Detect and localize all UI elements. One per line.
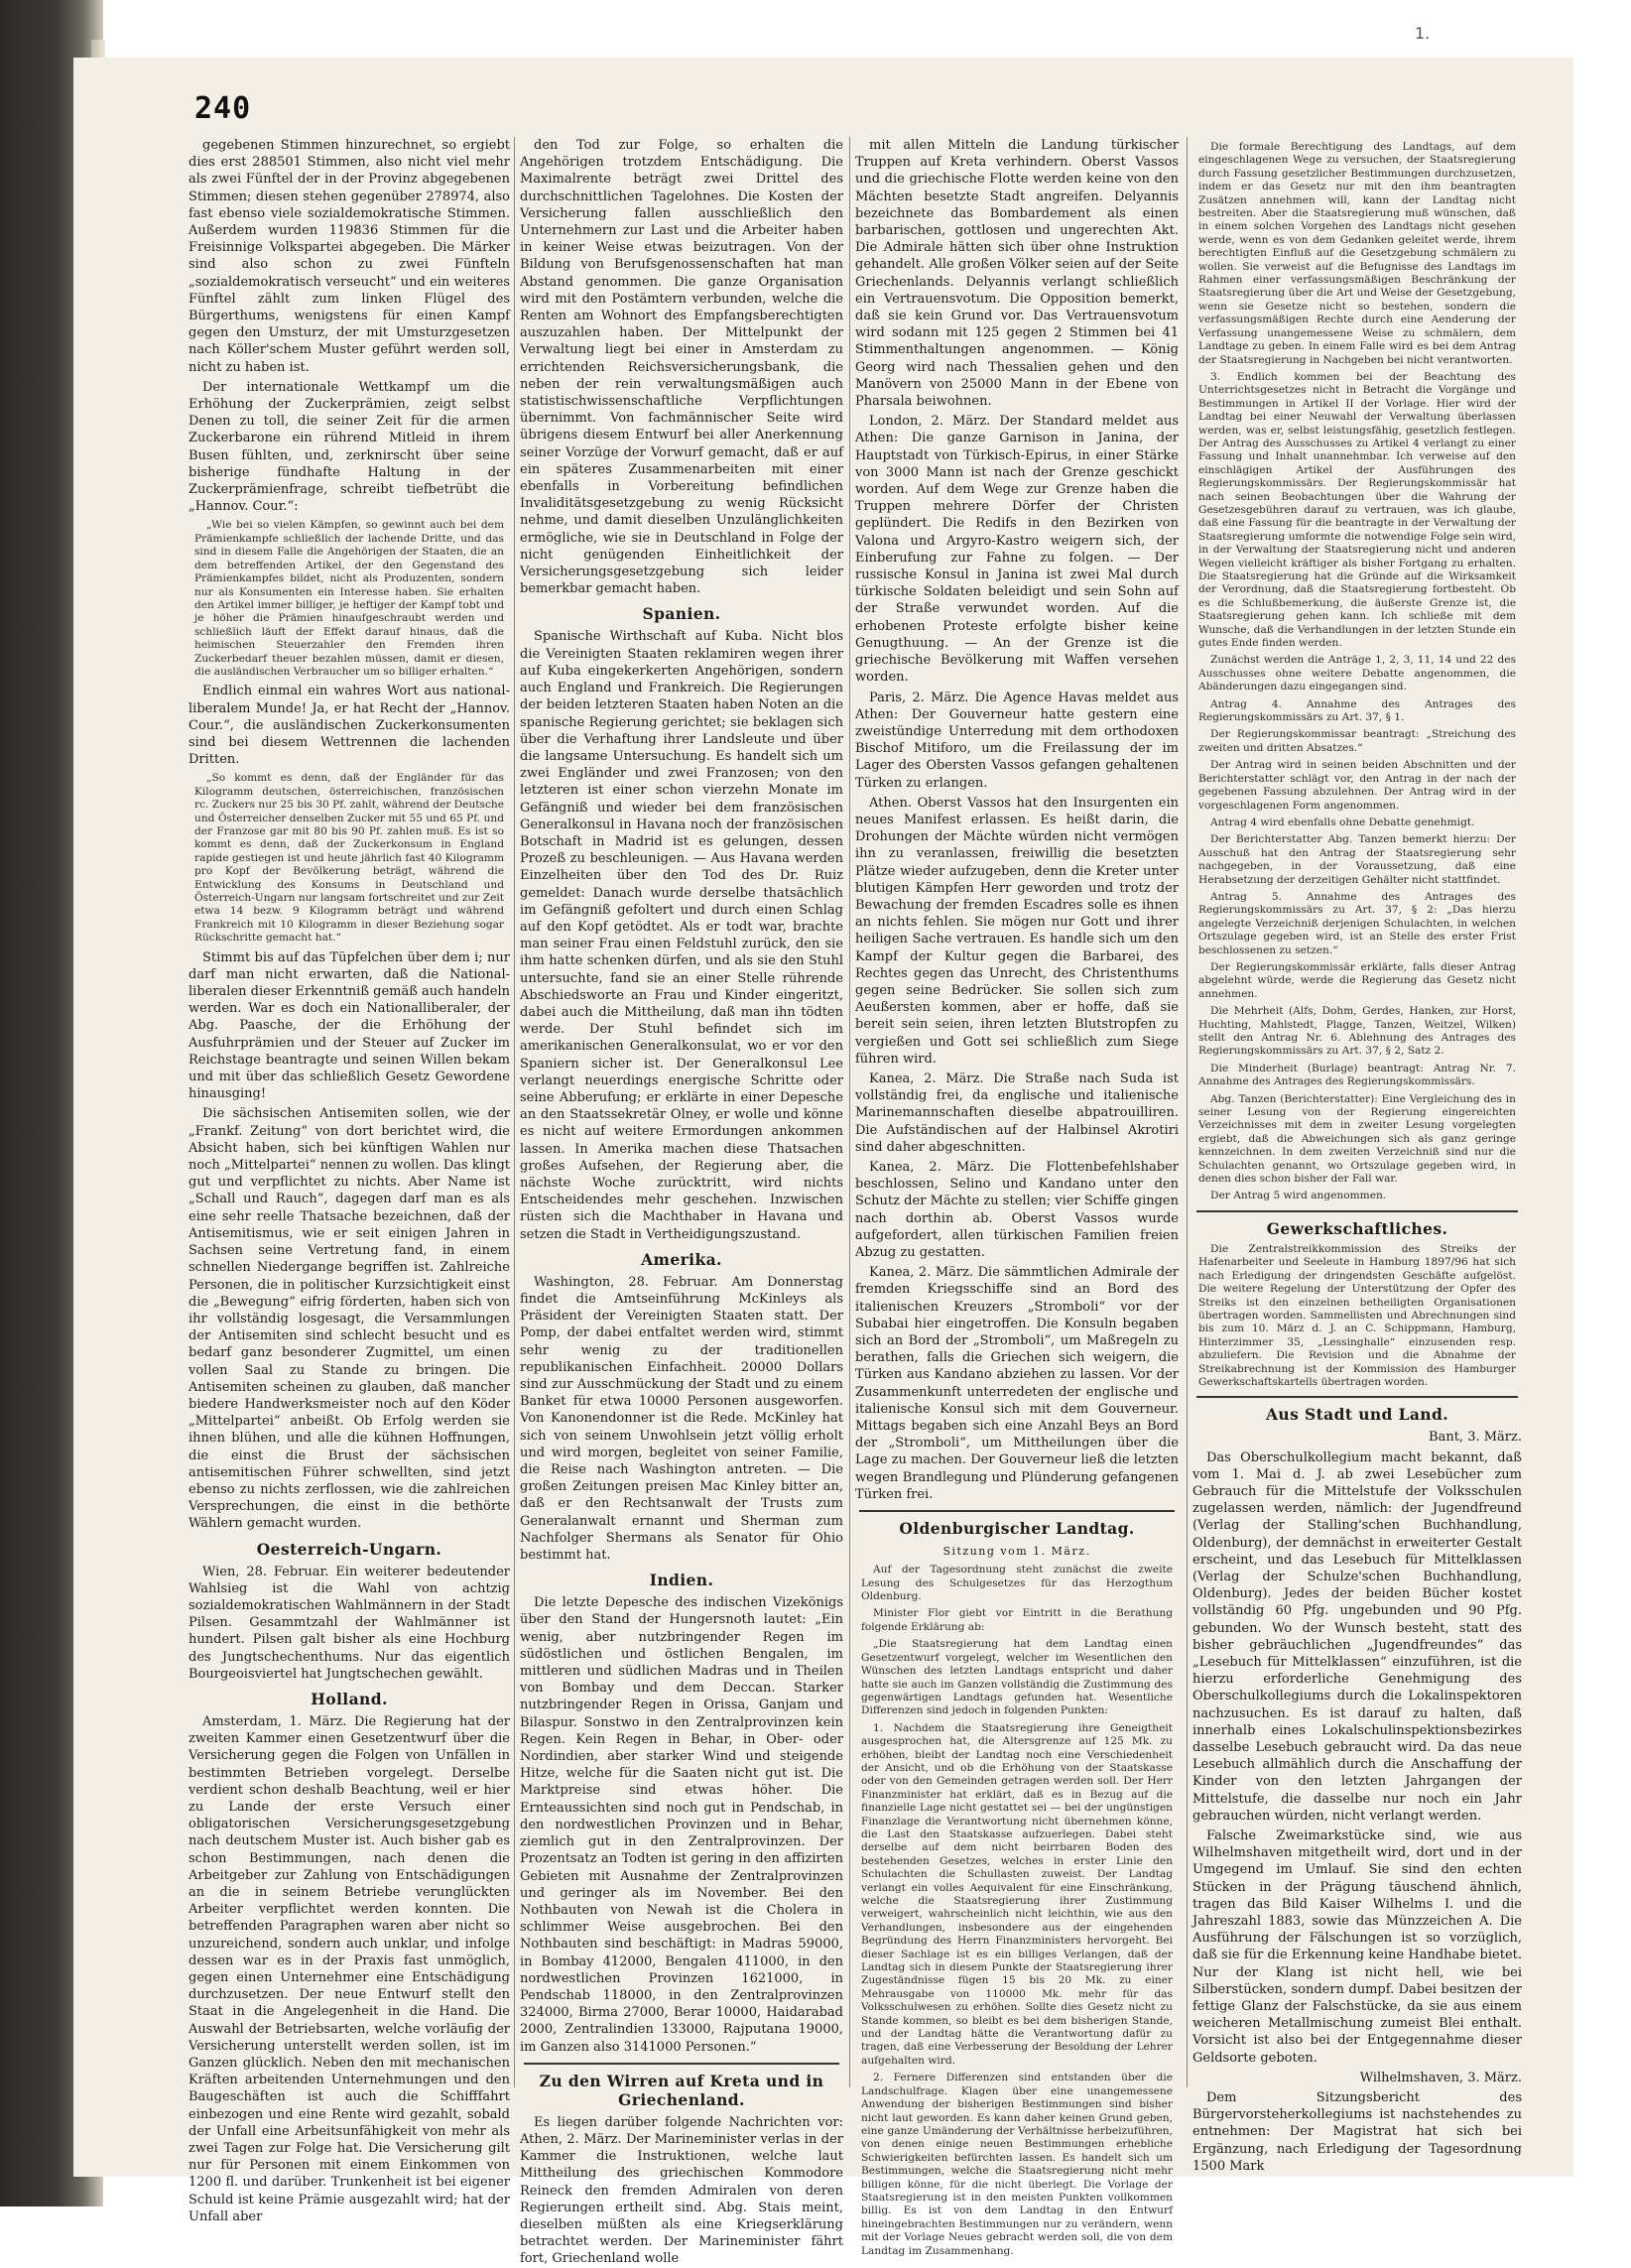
dateline: Wilhelmshaven, 3. März. <box>1359 2070 1522 2085</box>
article-paragraph: Die sächsischen Antisemiten sollen, wie der „Frankf. Zeitung“ von dort berichtet wird, die Absicht haben, sich bei künftigen Wahlen nur noch „Mittelpartei“ nennen zu wollen. Das klingt gut und verpflichtet zu nichts. Aber Name ist „Schall und Rauch“, dagegen darf man es als eine sehr reelle Thatsache bezeichnen, daß der Antisemitismus, wie er seit einigen Jahren in Sachsen seine Vertretung fand, in einem schnellen Niedergange begriffen ist. Zahlreiche Personen, die in politischer Kurzsichtigkeit einst die „Bewegung“ eifrig förderten, haben sich von ihr vollständig losgesagt, die Versammlungen der Antisemiten sind schlecht besucht und es bedarf ganz besonderer Zugmittel, um einen vollen Saal zu Stande zu bringen. Die Antisemiten scheinen zu glauben, daß mancher biedere Handwerksmeister noch auf den Köder „Mittelpartei“ anbeißt. Ob Erfolg werden sie ihnen blühen, und alle die kühnen Hoffnungen, die einst die Brust der sächsischen antisemitischen Führer schwellten, sind jetzt ebenso zu nichts zerflossen, wie die zahlreichen Versprechungen, die einst in die bethörte Wählern gemacht wurden. <box>188 1106 510 1532</box>
article-paragraph: Spanische Wirthschaft auf Kuba. Nicht blos die Vereinigten Staaten reklamiren wegen ihrer auf Kuba eingekerkerten Angehörigen, sondern auch England und Frankreich. Die Regierungen der beiden letzteren Staaten haben Noten an die spanische Regierung gerichtet; sie beklagen sich über die Verhaftung ihrer Landsleute und über die langsame Untersuchung. Es handelt sich um zwei Engländer und zwei Franzosen; von den letzteren ist einer schon vierzehn Monate im Gefängniß und wieder bei dem französischen Generalkonsul in Havana noch der französischen Botschaft in Madrid ist es gelungen, dessen Prozeß zu beschleunigen. — Aus Havana werden Einzelheiten über den Tod des Dr. Ruiz gemeldet: Danach wurde derselbe thatsächlich im Gefängniß gefoltert und durch einen Schlag auf den Kopf getödtet. Als er todt war, brachte man seiner Frau einen Feldstuhl zurück, den sie ihm hatte schenken dürfen, und als sie den Stuhl untersuchte, fand sie an einer Stelle rührende Abschiedsworte an Frau und Kinder eingeritzt, dabei auch die Mittheilung, daß man ihn tödten werde. Der Stuhl befindet sich im amerikanischen Generalkonsulat, wo er vor den Spaniern sicher ist. Der Generalkonsul Lee verlangt neuerdings energische Schritte oder seine Abberufung; er erklärte in einer Depesche an den Staatssekretär Olney, er wolle und könne es nicht auf weitere Ermordungen ankommen lassen. In Amerika machen diese Thatsachen großes Aufsehen, der Regierung aber, die nächste Woche zurücktritt, wird nichts Entscheidendes mehr geschehen. Inzwischen rüsten sich die Machthaber in Havana und setzen die Stadt in Vertheidigungszustand. <box>520 629 843 1242</box>
report-paragraph: Antrag 4. Annahme des Antrages des Regierungskommissärs zu Art. 37, § 1. <box>1198 697 1516 724</box>
article-paragraph: Stimmt bis auf das Tüpfelchen über dem i; nur darf man nicht erwarten, daß die National-liberalen dieser Erkenntniß gemäß auch handeln werden. War es doch ein Nationalliberaler, der Abg. Paasche, der die Erhöhung der Ausfuhrprämien und der Steuer auf Zucker im Reichstage beantragte und seinen Willen bekam und mit über das schließlich Gesetz Gewordene hinausging! <box>188 949 510 1102</box>
report-paragraph: Abg. Tanzen (Berichterstatter): Eine Vergleichung des in seiner Lesung von der Regierung eingereichten Verzeichnisses mit dem in zweiter Lesung vorgelegten ergiebt, daß die Abweichungen sich als ganz geringe kennzeichnen. In dem zweiten Verzeichniß sind nur die Schulachten genannt, wo Ortszulage gegeben wird, in denen dies schon bisher der Fall war. <box>1198 1092 1516 1186</box>
section-heading: Spanien. <box>642 604 721 624</box>
divider <box>524 2063 839 2065</box>
article-paragraph: Wien, 28. Februar. Ein weiterer bedeutender Wahlsieg ist die Wahl von achtzig sozialdemokratischen Wahlmännern in der Stadt Pilsen. Gesammtzahl der Wahlmänner ist hundert. Pilsen galt bisher als eine Hochburg des Jungtschechenthums. Nur das eigentlich Bourgeoisviertel hat Jungtschechen gewählt. <box>188 1564 510 1682</box>
report-paragraph: 1. Nachdem die Staatsregierung ihre Geneigtheit ausgesprochen hat, die Altersgrenze auf 125 Mk. zu erhöhen, bleibt der Landtag noch eine Verschiedenheit der Ansicht, und ob die Erhöhung von der Staatskasse oder von den Gemeinden getragen werden soll. Der Herr Finanzminister hat erklärt, daß es in Bezug auf die finanzielle Lage nicht gestattet sei — bei der ungünstigen Finanzlage die Verantwortung nicht übernehmen könne, die Last den Staatskasse aufzuerlegen. Dabei steht derselbe auf dem nicht beirrbaren Boden des bestehenden Gesetzes, welches in erster Linie den Schulachten die Schullasten zuweist. Der Landtag verlangt ein volles Aequivalent für eine Einschränkung, welche die Staatsregierung ihrer Zustimmung verweigert, wahrscheinlich nicht leichthin, wie aus den Verhandlungen, insbesondere aus der eingehenden Begründung des Herrn Finanzministers hervorgeht. Bei dieser Sachlage ist es ein billiges Verlangen, daß der Landtag sich in diesem Punkte der Staatsregierung ihrer Zugeständnisse fügen 15 bis 20 Mk. zu einer Mehrausgabe von 110000 Mk. mehr für das Volksschulwesen zu erhöhen. Sollte dies Gesetz nicht zu Stande kommen, so bleibt es bei dem bisherigen Stande, und der Landtag hätte die Verantwortung dafür zu tragen, daß eine Verbesserung der Besoldung der Lehrer aufgehalten wird. <box>861 1721 1173 2067</box>
section-heading: Indien. <box>649 1571 714 1590</box>
report-paragraph: 3. Endlich kommen bei der Beachtung des Unterrichtsgesetzes nicht in Betracht die Vorgänge und Bestimmungen in Artikel II der Vorlage. Hier wird der Landtag bei einer Neuwahl der Verwaltung überlassen werden, was er, selbst leistungsfähig, gesetzlich festlegen. Der Antrag des Ausschusses zu Artikel 4 verlangt zu einer Fassung und Inhalt unannehmbar. Ich verweise auf den einschlägigen Artikel der Ausführungen des Regierungskommissärs. Der Regierungskommissär hat nach seinen Beobachtungen über die Wahrung der Gesetzesgebühren darauf zu vertrauen, was ich glaube, daß eine Fassung für die beantragte in der Verwaltung der Staatsregierung umformte die notwendige Folge sein wird, in der Verwaltung der Staatsregierung nicht und anderen Wegen vielleicht kräftiger als bisher Fortgang zu erhalten. Die Staatsregierung hat die Gründe auf die Wirksamkeit der Verordnung, daß die Staatsregierung fortbesteht. Ob es die Schlußbemerkung, die äußerste Grenze ist, die Staatsregierung gehen kann. Ich schließe mit dem Wunsche, daß die Verhandlungen in der letzten Stunde ein gutes Ende finden werden. <box>1198 370 1516 650</box>
article-paragraph: Amsterdam, 1. März. Die Regierung hat der zweiten Kammer einen Gesetzentwurf über die Versicherung gegen die Folgen von Unfällen in bestimmten Betrieben vorgelegt. Derselbe verdient schon deshalb Beachtung, weil er hier zu Lande der erste Versuch einer obligatorischen Versicherungsgesetzgebung nach deutschem Muster ist. Auch bisher gab es schon Bestimmungen, nach denen die Arbeitgeber zur Zahlung von Entschädigungen an die in seinem Betriebe verunglückten Arbeiter verpflichtet werden konnten. Die betreffenden Paragraphen waren aber nicht so unzureichend, sondern auch unklar, und infolge dessen war es in der Praxis fast unmöglich, gegen einen Unternehmer eine Entschädigung durchzusetzen. Der neue Entwurf stellt den Staat in die Angelegenheit in die Hand. Die Auswahl der Betriebsarten, welche vorläufig der Versicherung unterstellt werden sollen, ist im Ganzen glücklich. Neben den mit mechanischen Kräften arbeitenden Unternehmungen und den Baugeschäften ist auch die Schifffahrt einbezogen und eine Rente wird gezahlt, sobald der Unfall eine Arbeitsunfähigkeit von mehr als zwei Tagen zur Folge hat. Die Versicherung gilt nur für Personen mit einem Einkommen von 1200 fl. und darüber. Trunkenheit ist bei eigener Schuld ist keine Prämie ausgezahlt wird; hat der Unfall aber <box>188 1713 510 2224</box>
report-paragraph: Auf der Tagesordnung steht zunächst die zweite Lesung des Schulgesetzes für das Herzogthum Oldenburg. <box>861 1564 1173 1603</box>
article-paragraph: Der internationale Wettkampf um die Erhöhung der Zuckerprämien, zeigt selbst Denen zu toll, die seiner Zeit für die armen Zuckerbarone ein rührend Mitleid in ihrem Busen fühlten, und, zerknirscht über seine bisherige fündhafte Haltung in der Zuckerprämienfrage, schreibt tiefbetrübt die „Hannov. Cour.“: <box>188 379 510 515</box>
report-paragraph: Der Regierungskommissär erklärte, falls dieser Antrag abgelehnt würde, werde die Regierung das Gesetz nicht annehmen. <box>1198 960 1516 1000</box>
article-paragraph: Kanea, 2. März. Die Straße nach Suda ist vollständig frei, da englische und italienische Marinemannschaften dieselbe abpatrouilliren. Die Aufständischen auf der Halbinsel Akrotiri sind daher abgeschnitten. <box>855 1071 1179 1155</box>
article-paragraph: Falsche Zweimarkstücke sind, wie aus Wilhelmshaven mitgetheilt wird, dort und in der Umgegend im Umlauf. Sie sind den echten Stücken in der Prägung täuschend ähnlich, tragen das Bild Kaiser Wilhelms I. und die Jahreszahl 1883, sowie das Münzzeichen A. Die Ausführung der Fälschungen ist so vorzüglich, daß sie für die Erkennung keine Handhabe bietet. Nur der Klang ist nicht hell, wie bei Silberstücken, sondern dumpf. Dabei besitzen der fettige Glanz der Falschstücke, da sie aus einem weicheren Metallmischung zumeist Blei enthalt. Vorsicht ist also bei der Entgegennahme dieser Geldsorte geboten. <box>1192 1828 1522 2066</box>
section-heading: Holland. <box>311 1689 388 1708</box>
report-paragraph: „Die Staatsregierung hat dem Landtag einen Gesetzentwurf vorgelegt, welcher im Wesentlichen den Wünschen des letzten Landtags entspricht und daher hatte sie auch im Ganzen vollständig die Zustimmung des gegenwärtigen Landtags gefunden hat. Wesentliche Differenzen sind jedoch in folgenden Punkten: <box>861 1638 1173 1717</box>
article-paragraph: Kanea, 2. März. Die sämmtlichen Admirale der fremden Kriegsschiffe sind an Bord des italienischen Kreuzers „Stromboli“ vor der Subabai hier eingetroffen. Die Konsuln begaben sich an Bord der „Stromboli“, um Maßregeln zu berathen, falls die Griechen sich weigern, die Türken aus Kandano abziehen zu lassen. Vor der Zusammenkunft unterredeten der englische und italienische Konsul sich mit dem Gouverneur. Mittags begaben sich eine Anzahl Beys an Bord der „Stromboli“, um Mittheilungen über die Lage zu machen. Der Gouverneur ließ die letzten wegen Brandlegung und Plünderung gefangenen Türken frei. <box>855 1265 1179 1502</box>
divider <box>859 1510 1175 1512</box>
report-paragraph: Antrag 5. Annahme des Antrages des Regierungskommissärs zu Art. 37, § 2: „Das hierzu angelegte Verzeichniß derjenigen Schulachten, in welchen Ortszulage gegeben wird, ist an Stelle des erster Frist beschlossenen zu setzen.“ <box>1198 890 1516 956</box>
session-date: Sitzung vom 1. März. <box>942 1545 1091 1559</box>
report-paragraph: Der Antrag wird in seinen beiden Abschnitten und der Berichterstatter schlägt vor, den Antrag in der nach der gegebenen Fassung abzulehnen. Der Antrag wird in der vorgeschlagenen Form angenommen. <box>1198 759 1516 812</box>
report-paragraph: Die Minderheit (Burlage) beantragt: Antrag Nr. 7. Annahme des Antrages des Regierungskommissärs. <box>1198 1062 1516 1088</box>
column-rule <box>514 137 515 2087</box>
column-2 <box>520 137 843 2267</box>
report-paragraph: Zunächst werden die Anträge 1, 2, 3, 11, 14 und 22 des Ausschusses ohne weitere Debatte angenommen, die Abänderungen dazu eingegangen sind. <box>1198 654 1516 693</box>
section-heading: Oesterreich-Ungarn. <box>256 1539 442 1559</box>
article-paragraph: Kanea, 2. März. Die Flottenbefehlshaber beschlossen, Selino und Kandano unter den Schutz der Mächte zu stellen; vier Schiffe gingen nach dorthin ab. Oberst Vassos wurde aufgefordert, allen türkischen Familien freien Abzug zu gestatten. <box>855 1159 1179 1260</box>
article-paragraph: Washington, 28. Februar. Am Donnerstag findet die Amtseinführung McKinleys als Präsident der Vereinigten Staaten statt. Der Pomp, der dabei entfaltet werden wird, stimmt sehr wenig zu der traditionellen republikanischen Einfachheit. 20000 Dollars sind zur Ausschmückung der Stadt und zu einem Banket für etwa 10000 Personen ausgeworfen. Von Kanonendonner ist die Rede. McKinley hat sich von seinem Unwohlsein jetzt völlig erholt und wird morgen, begleitet von seiner Familie, die Reise nach Washington antreten. — Die großen Zeitungen preisen Mac Kinley bitter an, daß er den Rechtsanwalt der Trusts zum Generalanwalt ernannt und Sherman zum Nachfolger Shermans als Senator für Ohio bestimmt hat. <box>520 1274 843 1564</box>
article-paragraph: den Tod zur Folge, so erhalten die Angehörigen trotzdem Entschädigung. Die Maximalrente beträgt zwei Drittel des durchschnittlichen Tagelohnes. Die Kosten der Versicherung fallen ausschließlich den Unternehmern zur Last und die Arbeiter haben in keiner Weise etwas beizutragen. Von der Bildung von Berufsgenossenschaften hat man Abstand genommen. Die ganze Organisation wird mit den Postämtern verbunden, welche die Renten am Wohnort des Empfangsberechtigten auszuzahlen haben. Der Mittelpunkt der Verwaltung liegt bei einer in Amsterdam zu errichtenden Reichsversicherungsbank, die neben der rein verwaltungsmäßigen auch statistischwissenschaftliche Verpflichtungen übernimmt. Von fachmännischer Seite wird übrigens diesem Entwurf bei aller Anerkennung seiner Vorzüge der Vorwurf gemacht, daß er auf ein späteres Zusammenarbeiten mit einer ebenfalls in Vorbereitung befindlichen Invaliditätsgesetzgebung zu wenig Rücksicht nehme, und damit dieselben Unzulänglichkeiten ermögliche, wie sie in Deutschland in Folge der nicht genügenden Einheitlichkeit der Versicherungsgesetzgebung sich leider bemerkbar gemacht haben. <box>520 138 843 597</box>
article-paragraph: mit allen Mitteln die Landung türkischer Truppen auf Kreta verhindern. Oberst Vassos und die griechische Flotte werden keine von den Mächten besetzte Stadt angreifen. Delyannis bezeichnete das Bombardement als einen barbarischen, gottlosen und ungerechten Akt. Die Admirale hätten sich über ohne Instruktion gehandelt. Alle großen Völker seien auf der Seite Griechenlands. Delyannis verlangt schließlich ein Vertrauensvotum. Die Opposition bemerkt, daß sie kein Grund vor. Das Vertrauensvotum wird sodann mit 125 gegen 2 Stimmen bei 41 Stimmenthaltungen angenommen. — König Georg wird nach Thessalien gehen und den Manövern von 25000 Mann in der Ebene von Pharsala beiwohnen. <box>855 138 1179 410</box>
column-rule <box>849 137 850 2087</box>
section-heading: Amerika. <box>641 1249 722 1269</box>
column-rule <box>1187 137 1188 2087</box>
report-paragraph: Minister Flor giebt vor Eintritt in die Berathung folgende Erklärung ab: <box>861 1607 1173 1633</box>
report-paragraph: Die Mehrheit (Alfs, Dohm, Gerdes, Hanken, zur Horst, Huchting, Mahlstedt, Plagge, Tanzen, Weitzel, Wilken) stellt den Antrag Nr. 6. Ablehnung des Antrages des Regierungskommissärs zu Art. 37, § 2, Satz 2. <box>1198 1005 1516 1058</box>
report-paragraph: Der Antrag 5 wird angenommen. <box>1210 1190 1387 1202</box>
divider <box>1196 1396 1518 1398</box>
column-1 <box>188 137 510 2224</box>
article-paragraph: gegebenen Stimmen hinzurechnet, so ergiebt dies erst 288501 Stimmen, also nicht viel mehr als zwei Fünftel der in der Provinz abgegebenen Stimmen; diesen stehen gegenüber 278974, also fast ebenso viele sozialdemokratische Stimmen. Außerdem wurden 119836 Stimmen für die Freisinnige Volkspartei abgegeben. Die Märker sind also schon zu zwei Fünfteln „sozialdemokratisch verseucht“ und ein weiteres Fünftel zählt zum linken Flügel des Bürgerthums, wenigstens für einen Kampf gegen den Umsturz, der mit Umsturzgesetzen nach Köller'schem Muster geführt werden soll, nicht zu haben ist. <box>188 138 510 375</box>
section-heading: Gewerkschaftliches. <box>1266 1218 1448 1238</box>
article-paragraph: Dem Sitzungsbericht des Bürgervorsteherkollegiums ist nachstehendes zu entnehmen: Der Magistrat hat sich bei Ergänzung, nach Erledigung der Tagesordnung 1500 Mark <box>1192 2090 1522 2174</box>
report-paragraph: Antrag 4 wird ebenfalls ohne Debatte genehmigt. <box>1210 816 1475 828</box>
section-heading: Aus Stadt und Land. <box>1265 1405 1449 1425</box>
quote-paragraph: „So kommt es denn, daß der Engländer für das Kilogramm deutschen, österreichischen, französischen rc. Zuckers nur 25 bis 30 Pf. zahlt, während der Deutsche und Österreicher denselben Zucker mit 55 und 65 Pf. und der Franzose gar mit 80 bis 90 Pf. zahlen muß. Es ist so kommt es denn, daß der Zuckerkonsum in England rapide gestiegen ist und heute jährlich fast 40 Kilogramm pro Kopf der Bevölkerung beträgt, während die Entwicklung des Konsums in Deutschland und Österreich-Ungarn nur langsam fortschreitet und zur Zeit etwa 14 bezw. 9 Kilogramm beträgt und während Frankreich mit 10 Kilogramm in dieser Beziehung sogar Rückschritte gemacht hat.“ <box>194 772 505 945</box>
column-4 <box>1192 137 1522 2174</box>
report-paragraph: Der Berichterstatter Abg. Tanzen bemerkt hierzu: Der Ausschuß hat den Antrag der Staatsregierung sehr nachgegeben, in der Voraussetzung, daß eine Herabsetzung der derzeitigen Gehälter nicht stattfindet. <box>1198 833 1516 886</box>
divider <box>1196 1210 1518 1212</box>
column-3 <box>855 137 1179 2257</box>
article-paragraph: Die letzte Depesche des indischen Vizekönigs über den Stand der Hungersnoth lautet: „Ein wenig, aber nutzbringender Regen im südöstlichen und östlichen Bengalen, im mittleren und südlichen Madras und in Theilen von Bombay und dem Deccan. Starker nutzbringender Regen in Orissa, Ganjam und Bilaspur. Sonstwo in den Zentralprovinzen kein Regen. Kein Regen in Behar, in Ober- oder Nordindien, aber starker Wind und steigende Hitze, welche für die Saaten nicht gut ist. Die Marktpreise sind etwas höher. Die Ernteaussichten sind noch gut in Pendschab, in den nordwestlichen Provinzen und in Behar, ziemlich gut in den Zentralprovinzen. Der Prozentsatz an Todten ist gering in den affizirten Gebieten mit Ausnahme der Zentralprovinzen und geringer als im November. Bei den Nothbauten von Newah ist die Cholera in schlimmer Weise ausgebrochen. Bei den Nothbauten sind beschäftigt: in Madras 59000, in Bombay 412000, Bengalen 411000, in den nordwestlichen Provinzen 1621000, in Pendschab 118000, in den Zentralprovinzen 324000, Birma 27000, Berar 10000, Haidarabad 2000, Zentralindien 133000, Rajputana 19000, im Ganzen also 3141000 Personen.“ <box>520 1595 843 2055</box>
report-paragraph: Die Zentralstreikkommission des Streiks der Hafenarbeiter und Seeleute in Hamburg 1897/96 hat sich nach Erledigung der dringendsten Geschäfte aufgelöst. Die weitere Regelung der Unterstützung der Opfer des Streiks ist den einzelnen betheiligten Organisationen übertragen worden. Sammellisten und Abrechnungen sind bis zum 10. März d. J. an C. Schippmann, Hamburg, Hinterzimmer 35, „Lessinghalle“ einzusenden resp. abzuliefern. Die Revision und die Abnahme der Streikabrechnung ist der Kommission des Hamburger Gewerkschaftskartells übertragen worden. <box>1198 1242 1516 1388</box>
article-paragraph: Endlich einmal ein wahres Wort aus national-liberalem Munde! Ja, er hat Recht der „Hannov. Cour.“, die ausländischen Zuckerkonsumenten sind bei diesem Wettrennen die lachenden Dritten. <box>188 684 510 768</box>
article-paragraph: Athen. Oberst Vassos hat den Insurgenten ein neues Manifest erlassen. Es heißt darin, die Drohungen der Mächte würden nicht vermögen ihn zu veranlassen, freiwillig die besetzten Plätze wieder aufzugeben, denn die Kreter unter blutigen Kämpfen Herr geworden und trotz der Bewachung der fremden Escadres solle es ihnen an nichts fehlen. Sie mögen nur Gott und ihrer heiligen Sache vertrauen. Es handle sich um den Kampf der Kultur gegen die Barbarei, des Rechtes gegen das Unrecht, des Christenthums gegen seine Bedrücker. Sie sollen sich zum Aeußersten kommen, aber er hoffe, daß sie bereit sein seien, ihren letzten Blutstropfen zu vergießen und Gott sei schließlich zum Siege führen wird. <box>855 795 1179 1067</box>
corner-mark: 1. <box>1415 24 1431 43</box>
article-paragraph: Es liegen darüber folgende Nachrichten vor: Athen, 2. März. Der Marineminister verlas in der Kammer die Instruktionen, welche laut Mittheilung des griechischen Kommodore Reineck den fremden Admiralen von deren Regierungen ertheilt sind. Abg. Stais meint, dieselben müßten als eine Kriegserklärung betrachtet werden. Der Marineminister fährt fort, Griechenland wolle <box>520 2114 843 2267</box>
section-heading: Zu den Wirren auf Kreta und in Griechenland. <box>539 2071 824 2109</box>
page-number: 240 <box>194 91 252 126</box>
dateline: Bant, 3. März. <box>1429 1430 1522 1446</box>
report-paragraph: Die formale Berechtigung des Landtags, auf dem eingeschlagenen Wege zu versuchen, der Staatsregierung durch Fassung gesetzlicher Bestimmungen durchzusetzen, indem er das Gesetz nur mit den ihm beantragten Zusätzen annehmen will, kann der Landtag nicht bestreiten. Aber die Staatsregierung muß wünschen, daß in einem solchen Vorgehen des Landtags nicht gesehen werde, wenn es von dem Gedanken geleitet werde, ihrem berechtigten Einfluß auf die Gesetzgebung schmälern zu wollen. Sie verweist auf die Befugnisse des Landtags im Rahmen einer verfassungsmäßigen Beschränkung der Staatsregierung über die Art und Weise der Gesetzgebung, wenn sie Gesetze nicht so bestehen, sondern die verfassungsmäßigen Rechte durch eine Aenderung der Verfassung unangemessene Weise zu schmälern, dem Landtage zu geben. In einem Falle wird es bei dem Antrag der Staatsregierung in Nachgeben bei nicht verantworten. <box>1198 141 1516 366</box>
report-paragraph: Der Regierungskommissar beantragt: „Streichung des zweiten und dritten Absatzes.“ <box>1198 728 1516 754</box>
report-paragraph: 2. Fernere Differenzen sind entstanden über die Landschulfrage. Klagen über eine unangemessene Anwendung der bisherigen Bestimmungen sind bisher nicht laut geworden. Es kann daher keinen Grund geben, eine ganze Umänderung der Verhältnisse herbeizuführen, von denen einige neuen Bestimmungen erhebliche Schwierigkeiten befürchten lassen. Es handelt sich um Bestimmungen, welche die Staatsregierung nicht mehr billigen könne, für die nicht überlegt. Die Vorlage der Staatsregierung ist in den meisten Punkten vollkommen billig. Es ist von dem Landtag in den Entwurf hineingebrachten Bestimmungen nur zu verändern, wenn mit der Vorlage Neues gebracht werden soll, die von dem Landtag im Zusammenhang. <box>861 2072 1173 2257</box>
article-paragraph: Das Oberschulkollegium macht bekannt, daß vom 1. Mai d. J. ab zwei Lesebücher zum Gebrauch für die Mittelstufe der Volksschulen zugelassen werden, nämlich: der Jugendfreund (Verlag der Stalling'schen Buchhandlung, Oldenburg), der demnächst in erweiterter Gestalt erscheint, und das Lesebuch für Mittelklassen (Verlag der Schulze'schen Buchhandlung, Oldenburg). Jedes der beiden Bücher kostet vollständig 60 Pfg. ungebunden und 90 Pfg. gebunden. Wo der Wunsch besteht, statt des bisher gebräuchlichen „Jugendfreundes“ das „Lesebuch für Mittelklassen“ einzuführen, ist die hierzu erforderliche Genehmigung des Oberschulkollegiums durch die Lokalinspektoren nachzusuchen. Es ist darauf zu halten, daß innerhalb eines Lokalschulinspektionsbezirkes dasselbe Lesebuch gebraucht wird. Da das neue Lesebuch allmählich durch die Anschaffung der Kinder von den letzten Jahrgangen der Mittelstufe, die dasselbe nur noch ein Jahr gebrauchen würden, nicht verlangt werden. <box>1192 1449 1522 1824</box>
article-paragraph: Paris, 2. März. Die Agence Havas meldet aus Athen: Der Gouverneur hatte gestern eine zweistündige Unterredung mit dem orthodoxen Bischof Mitiforo, um die Freilassung der im Lager des Obersten Vassos gefangen gehaltenen Türken zu erlangen. <box>855 690 1179 791</box>
section-heading: Oldenburgischer Landtag. <box>899 1519 1135 1539</box>
article-paragraph: London, 2. März. Der Standard meldet aus Athen: Die ganze Garnison in Janina, der Hauptstadt von Türkisch-Epirus, in einer Stärke von 3000 Mann ist nach der Grenze geschickt worden. Auf dem Wege zur Grenze haben die Truppen mehrere Dörfer der Christen geplündert. Die Redifs in den Bezirken von Valona und Argyro-Kastro weigern sich, der Einberufung zur Fahne zu folgen. — Der russische Konsul in Janina ist zwei Mal durch türkische Soldaten beleidigt und sein Sohn auf der Straße verwundet worden. Auf die erhobenen Proteste erfolgte bisher keine Genugthuung. — An der Grenze ist die griechische Bevölkerung mit Waffen versehen worden. <box>855 414 1179 686</box>
quote-paragraph: „Wie bei so vielen Kämpfen, so gewinnt auch bei dem Prämienkampfe schließlich der lachende Dritte, und das sind in diesem Falle die Angehörigen der Staaten, die an dem betreffenden Artikel, der den Gegenstand des Prämienkampfes bildet, nicht als Produzenten, sondern nur als Konsumenten ein Interesse haben. Sie erhalten den Artikel immer billiger, je heftiger der Kampf tobt und je höher die Prämien hinaufgeschraubt werden und schließlich läuft der Effekt darauf hinaus, daß die heimischen Steuerzahler den Fremden ihren Zuckerbedarf theuer bezahlen müssen, damit er diesen, die ausländischen Verbraucher um so billiger erhalten.“ <box>194 519 504 678</box>
